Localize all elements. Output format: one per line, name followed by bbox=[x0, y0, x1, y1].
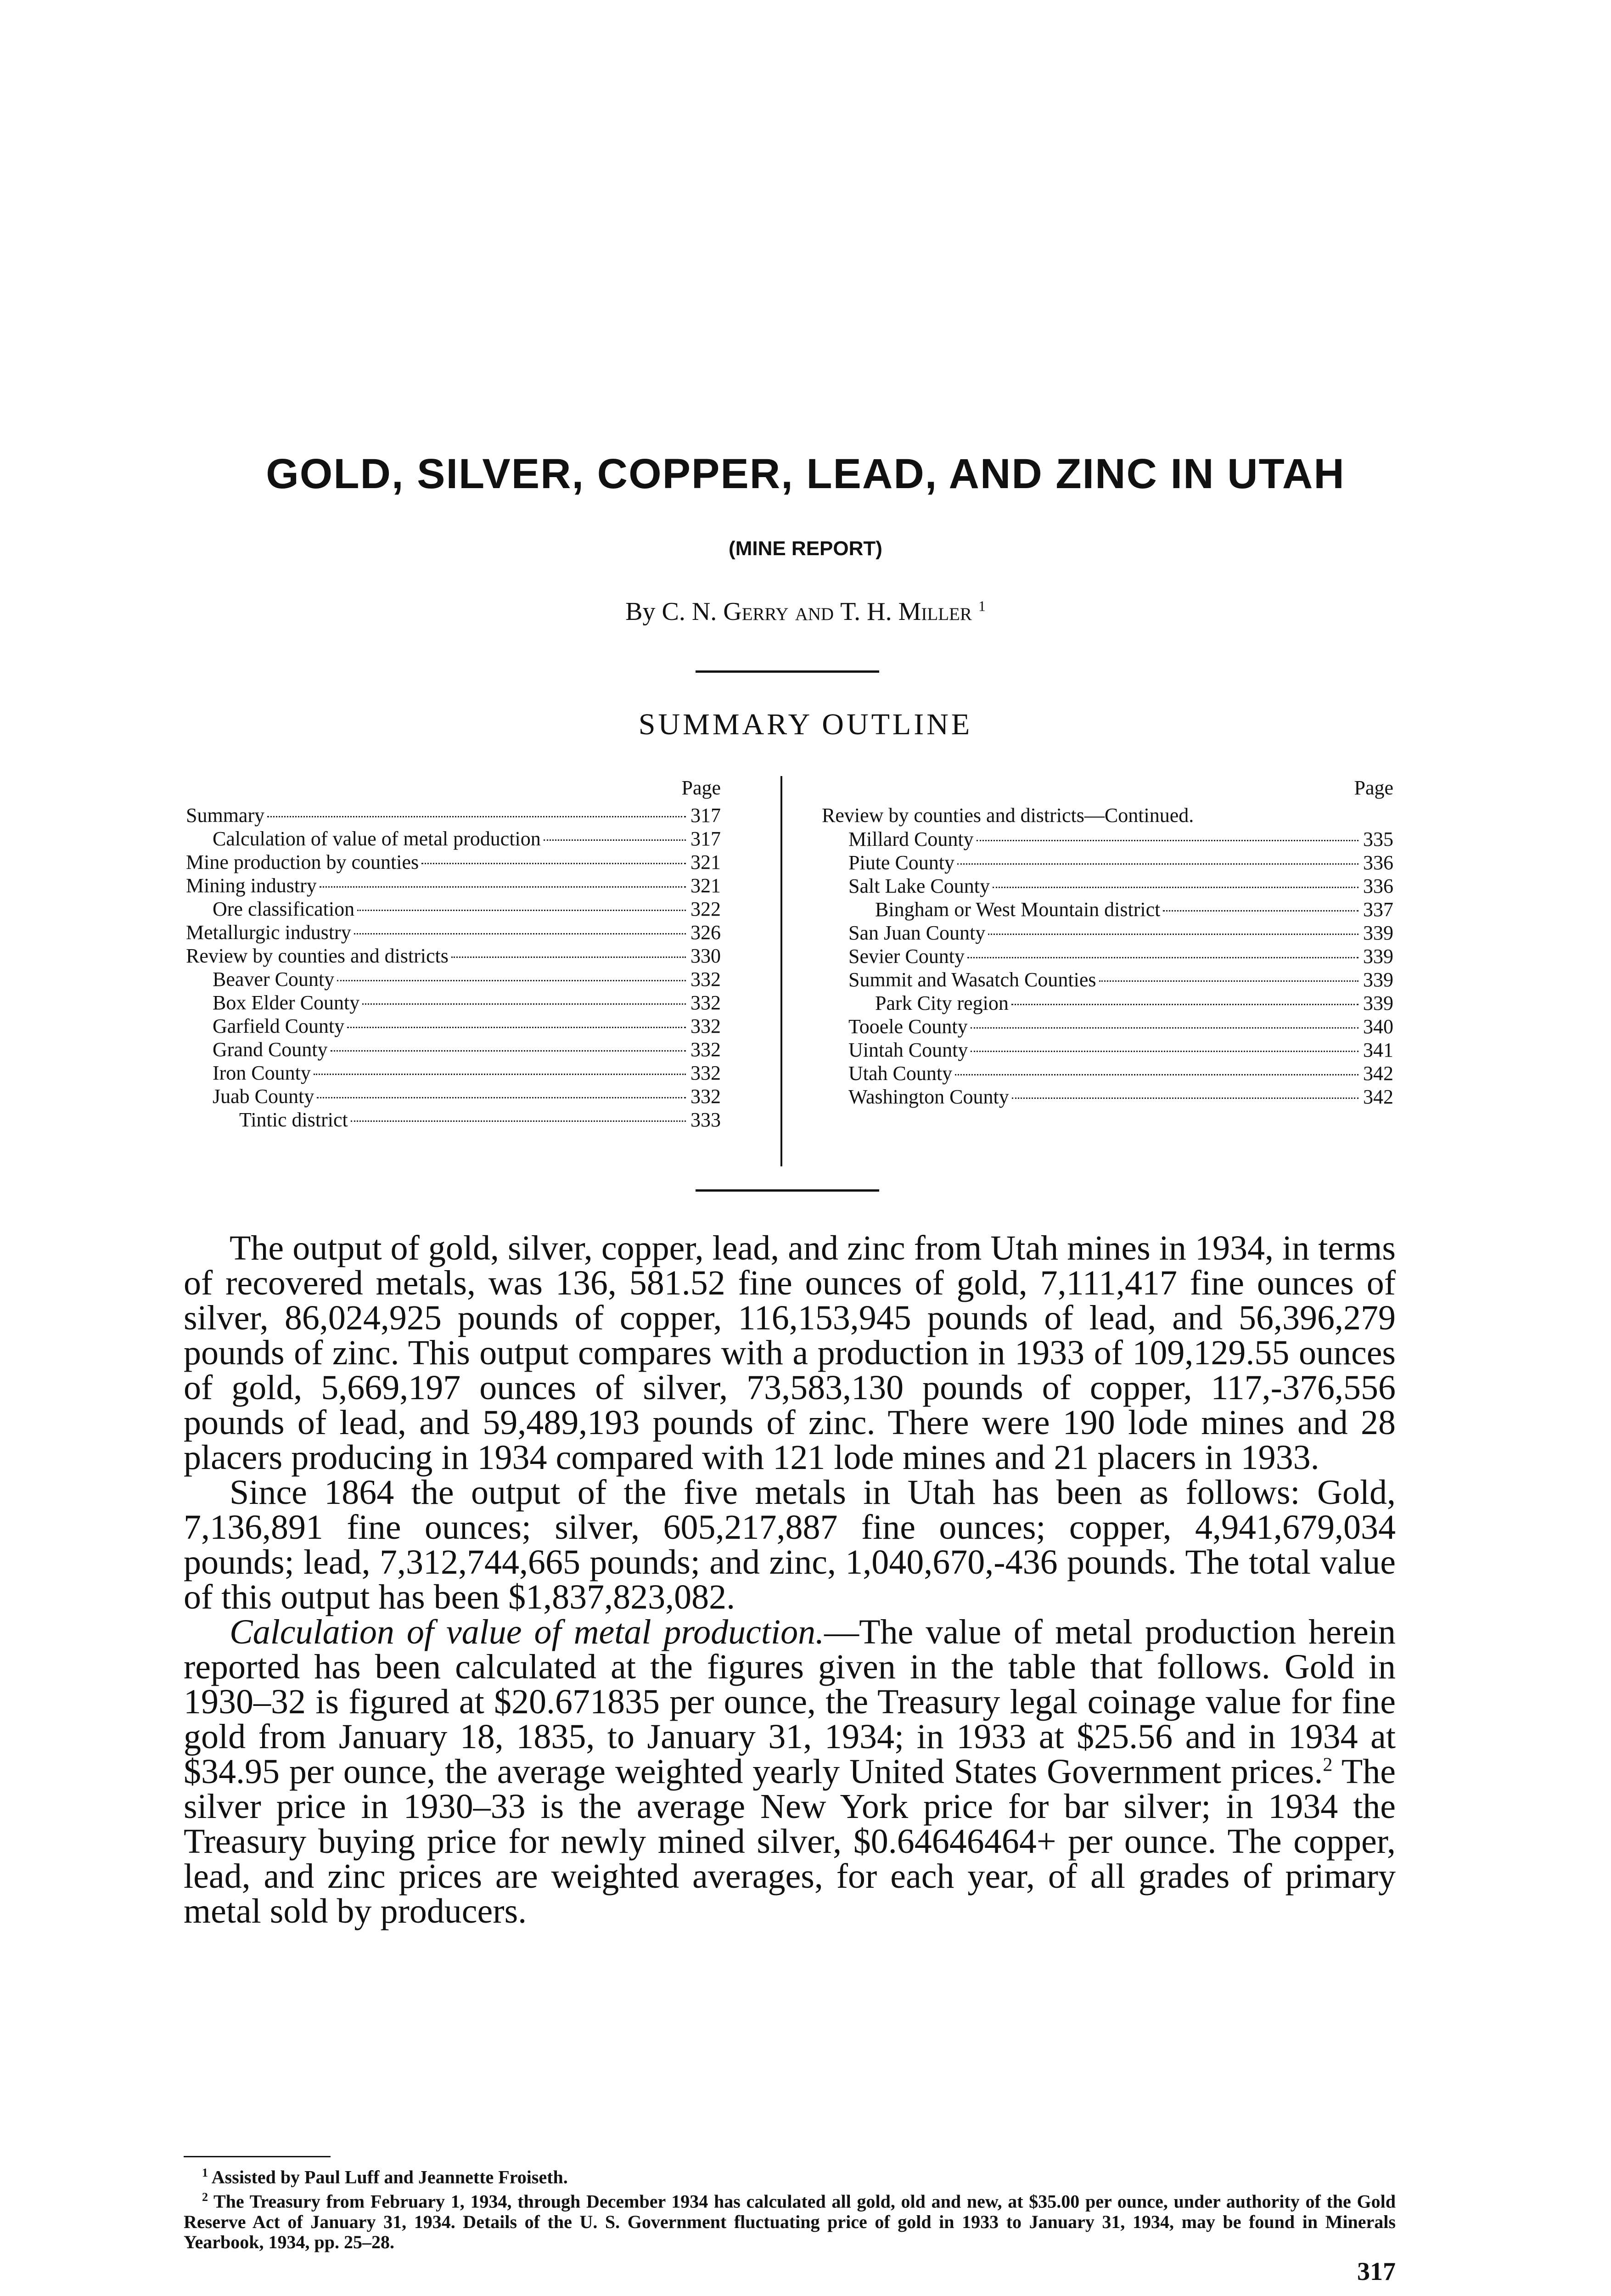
summary-outline-heading: SUMMARY OUTLINE bbox=[638, 708, 973, 741]
toc-entry-label: Iron County bbox=[213, 1062, 311, 1084]
footnote-1 bbox=[184, 2163, 1396, 2187]
page-number: 317 bbox=[1357, 2257, 1396, 2286]
toc-entry-label: Beaver County bbox=[213, 968, 335, 990]
byline-and: and bbox=[788, 597, 841, 626]
calculation-footnote-mark: 2 bbox=[1323, 1754, 1333, 1776]
toc-entry-page: 342 bbox=[1363, 1062, 1393, 1085]
toc-leader-dots bbox=[1163, 910, 1358, 912]
toc-entry-label: Mine production by counties bbox=[186, 851, 419, 873]
toc-entry-page: 317 bbox=[690, 827, 721, 850]
byline-prefix: By C. N. bbox=[625, 597, 724, 626]
author1-last-name: Gerry bbox=[723, 597, 789, 626]
toc-entry-label: Calculation of value of metal production bbox=[213, 827, 541, 850]
footnote-rule bbox=[184, 2156, 331, 2157]
toc-entry-label: Washington County bbox=[848, 1086, 1009, 1108]
toc-entry bbox=[822, 968, 1393, 991]
toc-entry-label: Salt Lake County bbox=[848, 875, 990, 897]
author2-initials: T. H. bbox=[840, 597, 898, 626]
toc-entry-page: 337 bbox=[1363, 898, 1393, 921]
toc-entry bbox=[822, 921, 1393, 945]
toc-entry-label: Piute County bbox=[848, 851, 955, 874]
toc-entry bbox=[822, 898, 1393, 921]
toc-right-column bbox=[822, 776, 1393, 1109]
toc-entry bbox=[186, 991, 721, 1014]
toc-leader-dots bbox=[544, 839, 686, 841]
calculation-text-a: —The value of metal production herein reported has been calculated at the figures given in the table that follows. Gold in 1930–32 is figured at $20.671835 per ounce, the Treasury legal coinage value for fine gold from January 18, 1835, to January 31, 1934; in 1933 at $25.56 and in 1934 at $34.95 per ounce, the average weighted yearly United States Government prices. bbox=[184, 1613, 1396, 1791]
toc-page-label-left: Page bbox=[681, 777, 721, 799]
toc-entry-label: Uintah County bbox=[848, 1039, 968, 1061]
footnote-2-text: The Treasury from February 1, 1934, through December 1934 has calculated all gold, old and new, at $35.00 per ounce, under authority of the Gold Reserve Act of January 31, 1934. Details of the U. S. Government fluctuating price of gold in 1933 to January 31, 1934, may be found in Minerals Yearbook, 1934, pp. 25–28. bbox=[184, 2191, 1396, 2252]
byline bbox=[0, 597, 1611, 626]
toc-entry-page: 339 bbox=[1363, 968, 1393, 991]
toc-entry bbox=[186, 944, 721, 968]
toc-leader-dots bbox=[421, 863, 686, 864]
toc-entry-label: Garfield County bbox=[213, 1015, 345, 1037]
toc-leader-dots bbox=[977, 840, 1358, 841]
toc-entry-page: 330 bbox=[690, 945, 721, 967]
toc-entry-page: 339 bbox=[1363, 945, 1393, 968]
toc-entry-label: Review by counties and districts bbox=[186, 945, 449, 967]
toc-entry-page: 332 bbox=[690, 991, 721, 1014]
toc-entry-page: 341 bbox=[1363, 1039, 1393, 1061]
toc-entry-label: Sevier County bbox=[848, 945, 965, 968]
paragraph-output-1934: The output of gold, silver, copper, lead, and zinc from Utah mines in 1934, in terms of recovered metals, was 136, 581.52 fine ounces of gold, 7,111,417 fine ounces of silver, 86,024,925 pounds of copper, 116,153,945 pounds of lead, and 56,396,279 pounds of zinc. This output compares with a production in 1933 of 109,129.55 ounces of gold, 5,669,197 ounces of silver, 73,583,130 pounds of copper, 117,-376,556 pounds of lead, and 59,489,193 pounds of zinc. There were 190 lode mines and 28 placers producing in 1934 compared with 121 lode mines and 21 placers in 1933. bbox=[184, 1229, 1396, 1477]
toc-entry-label: Metallurgic industry bbox=[186, 921, 351, 944]
toc-entry bbox=[186, 1038, 721, 1061]
toc-entry bbox=[186, 1085, 721, 1108]
toc-entry bbox=[822, 1015, 1393, 1038]
toc-leader-dots bbox=[967, 957, 1358, 958]
body-text bbox=[184, 1231, 1396, 1929]
toc-leader-dots bbox=[320, 886, 686, 888]
toc-entry-page: 332 bbox=[690, 1085, 721, 1108]
calculation-text-b: The silver price in 1930–33 is the average New York price for bar silver; in 1934 the Treasury buying price for newly mined silver, $0.64646464+ per ounce. The copper, lead, and zinc prices are weighted averages, for each year, of all grades of primary metal sold by producers. bbox=[184, 1752, 1396, 1930]
toc-entry-page: 317 bbox=[690, 804, 721, 827]
footnote-1-text: Assisted by Paul Luff and Jeannette Froiseth. bbox=[208, 2167, 568, 2188]
toc-entry-label: Ore classification bbox=[213, 898, 355, 920]
toc-entry bbox=[186, 1014, 721, 1038]
toc-entry-label: Park City region bbox=[875, 992, 1009, 1014]
toc-entry bbox=[822, 874, 1393, 898]
toc-entry-page: 321 bbox=[690, 874, 721, 897]
toc-entry bbox=[186, 827, 721, 850]
toc-entry-label: Tooele County bbox=[848, 1015, 968, 1038]
toc-entry-page: 339 bbox=[1363, 992, 1393, 1014]
toc-entry-page: 336 bbox=[1363, 851, 1393, 874]
toc-entry bbox=[186, 804, 721, 827]
toc-leader-dots bbox=[357, 910, 686, 911]
toc-entry-label: Juab County bbox=[213, 1085, 314, 1108]
toc-entry-label: Millard County bbox=[848, 828, 974, 850]
toc-entry bbox=[186, 874, 721, 897]
toc-entry-page: 335 bbox=[1363, 828, 1393, 850]
toc-entry bbox=[822, 1062, 1393, 1085]
toc-leader-dots bbox=[1011, 1004, 1358, 1005]
toc-leader-dots bbox=[331, 1050, 686, 1052]
toc-column-divider bbox=[780, 776, 782, 1166]
byline-footnote-mark: 1 bbox=[978, 597, 986, 614]
divider-rule-middle bbox=[696, 1189, 879, 1192]
toc-entry-page: 326 bbox=[690, 921, 721, 944]
toc-entry-label: Bingham or West Mountain district bbox=[875, 898, 1161, 921]
paragraph-calculation bbox=[184, 1615, 1396, 1929]
footnotes bbox=[184, 2163, 1396, 2252]
toc-entry-label: Mining industry bbox=[186, 874, 317, 897]
toc-entry bbox=[186, 1108, 721, 1131]
toc-leader-dots bbox=[1012, 1097, 1358, 1099]
toc-entry bbox=[186, 968, 721, 991]
toc-entry bbox=[186, 921, 721, 944]
toc-entry-label: Utah County bbox=[848, 1062, 953, 1085]
toc-leader-dots bbox=[971, 1027, 1358, 1029]
toc-entry-page: 332 bbox=[690, 1062, 721, 1084]
toc-entry bbox=[822, 1038, 1393, 1062]
toc-leader-dots bbox=[955, 1074, 1358, 1075]
toc-entry-page: 332 bbox=[690, 1015, 721, 1037]
author2-last-name: Miller bbox=[898, 597, 972, 626]
toc-leader-dots bbox=[347, 1027, 686, 1028]
toc-entry bbox=[822, 851, 1393, 874]
toc-leader-dots bbox=[317, 1097, 686, 1098]
toc-leader-dots bbox=[314, 1074, 686, 1075]
toc-leader-dots bbox=[362, 1003, 686, 1005]
toc-leader-dots bbox=[267, 816, 686, 817]
toc-left-column bbox=[186, 776, 721, 1131]
toc-entry-page: 342 bbox=[1363, 1086, 1393, 1108]
toc-leader-dots bbox=[354, 933, 686, 934]
toc-entry-page: 339 bbox=[1363, 922, 1393, 944]
toc-page-label-right: Page bbox=[1354, 777, 1393, 799]
toc-entry-page: 333 bbox=[690, 1109, 721, 1131]
toc-entry bbox=[186, 850, 721, 874]
page-title: GOLD, SILVER, COPPER, LEAD, AND ZINC IN UTAH bbox=[266, 450, 1345, 497]
calculation-heading: Calculation of value of metal production. bbox=[230, 1613, 825, 1651]
footnote-2 bbox=[184, 2187, 1396, 2252]
toc-entry-page: 332 bbox=[690, 968, 721, 990]
toc-entry bbox=[186, 1061, 721, 1085]
toc-entry bbox=[186, 897, 721, 921]
toc-entry-label: San Juan County bbox=[848, 922, 986, 944]
toc-entry bbox=[822, 991, 1393, 1015]
toc-entry-page: 340 bbox=[1363, 1015, 1393, 1038]
toc-entry-label: Box Elder County bbox=[213, 991, 360, 1014]
toc-entry-page: 321 bbox=[690, 851, 721, 873]
toc-entry-label: Tintic district bbox=[239, 1109, 348, 1131]
divider-rule-top bbox=[696, 670, 879, 673]
footnote-1-mark: 1 bbox=[202, 2166, 208, 2179]
toc-continued-label: Review by counties and districts—Continued. bbox=[822, 804, 1194, 827]
toc-leader-dots bbox=[451, 957, 686, 958]
toc-leader-dots bbox=[971, 1051, 1358, 1052]
toc-entry-label: Summit and Wasatch Counties bbox=[848, 968, 1096, 991]
toc-entry-page: 336 bbox=[1363, 875, 1393, 897]
toc-leader-dots bbox=[337, 980, 686, 981]
toc-entry-page: 332 bbox=[690, 1038, 721, 1061]
toc-entry bbox=[822, 945, 1393, 968]
toc-leader-dots bbox=[988, 934, 1358, 935]
toc-entry bbox=[822, 827, 1393, 851]
footnote-2-mark: 2 bbox=[202, 2190, 208, 2204]
toc-leader-dots bbox=[351, 1120, 686, 1122]
toc-entry-label: Summary bbox=[186, 804, 265, 827]
toc-entry-page: 322 bbox=[690, 898, 721, 920]
paragraph-output-since-1864: Since 1864 the output of the five metals in Utah has been as follows: Gold, 7,136,891 fine ounces; silver, 605,217,887 fine ounces; copper, 4,941,679,034 pounds; lead, 7,312,744,665 pounds; and zinc, 1,040,670,-436 pounds. The total value of this output has been $1,837,823,082. bbox=[184, 1473, 1396, 1616]
toc-entry bbox=[822, 1085, 1393, 1109]
toc-entry-label: Grand County bbox=[213, 1038, 328, 1061]
toc-leader-dots bbox=[1099, 980, 1359, 982]
report-subtitle: (MINE REPORT) bbox=[729, 537, 882, 560]
toc-leader-dots bbox=[957, 863, 1358, 865]
toc-leader-dots bbox=[993, 887, 1358, 888]
